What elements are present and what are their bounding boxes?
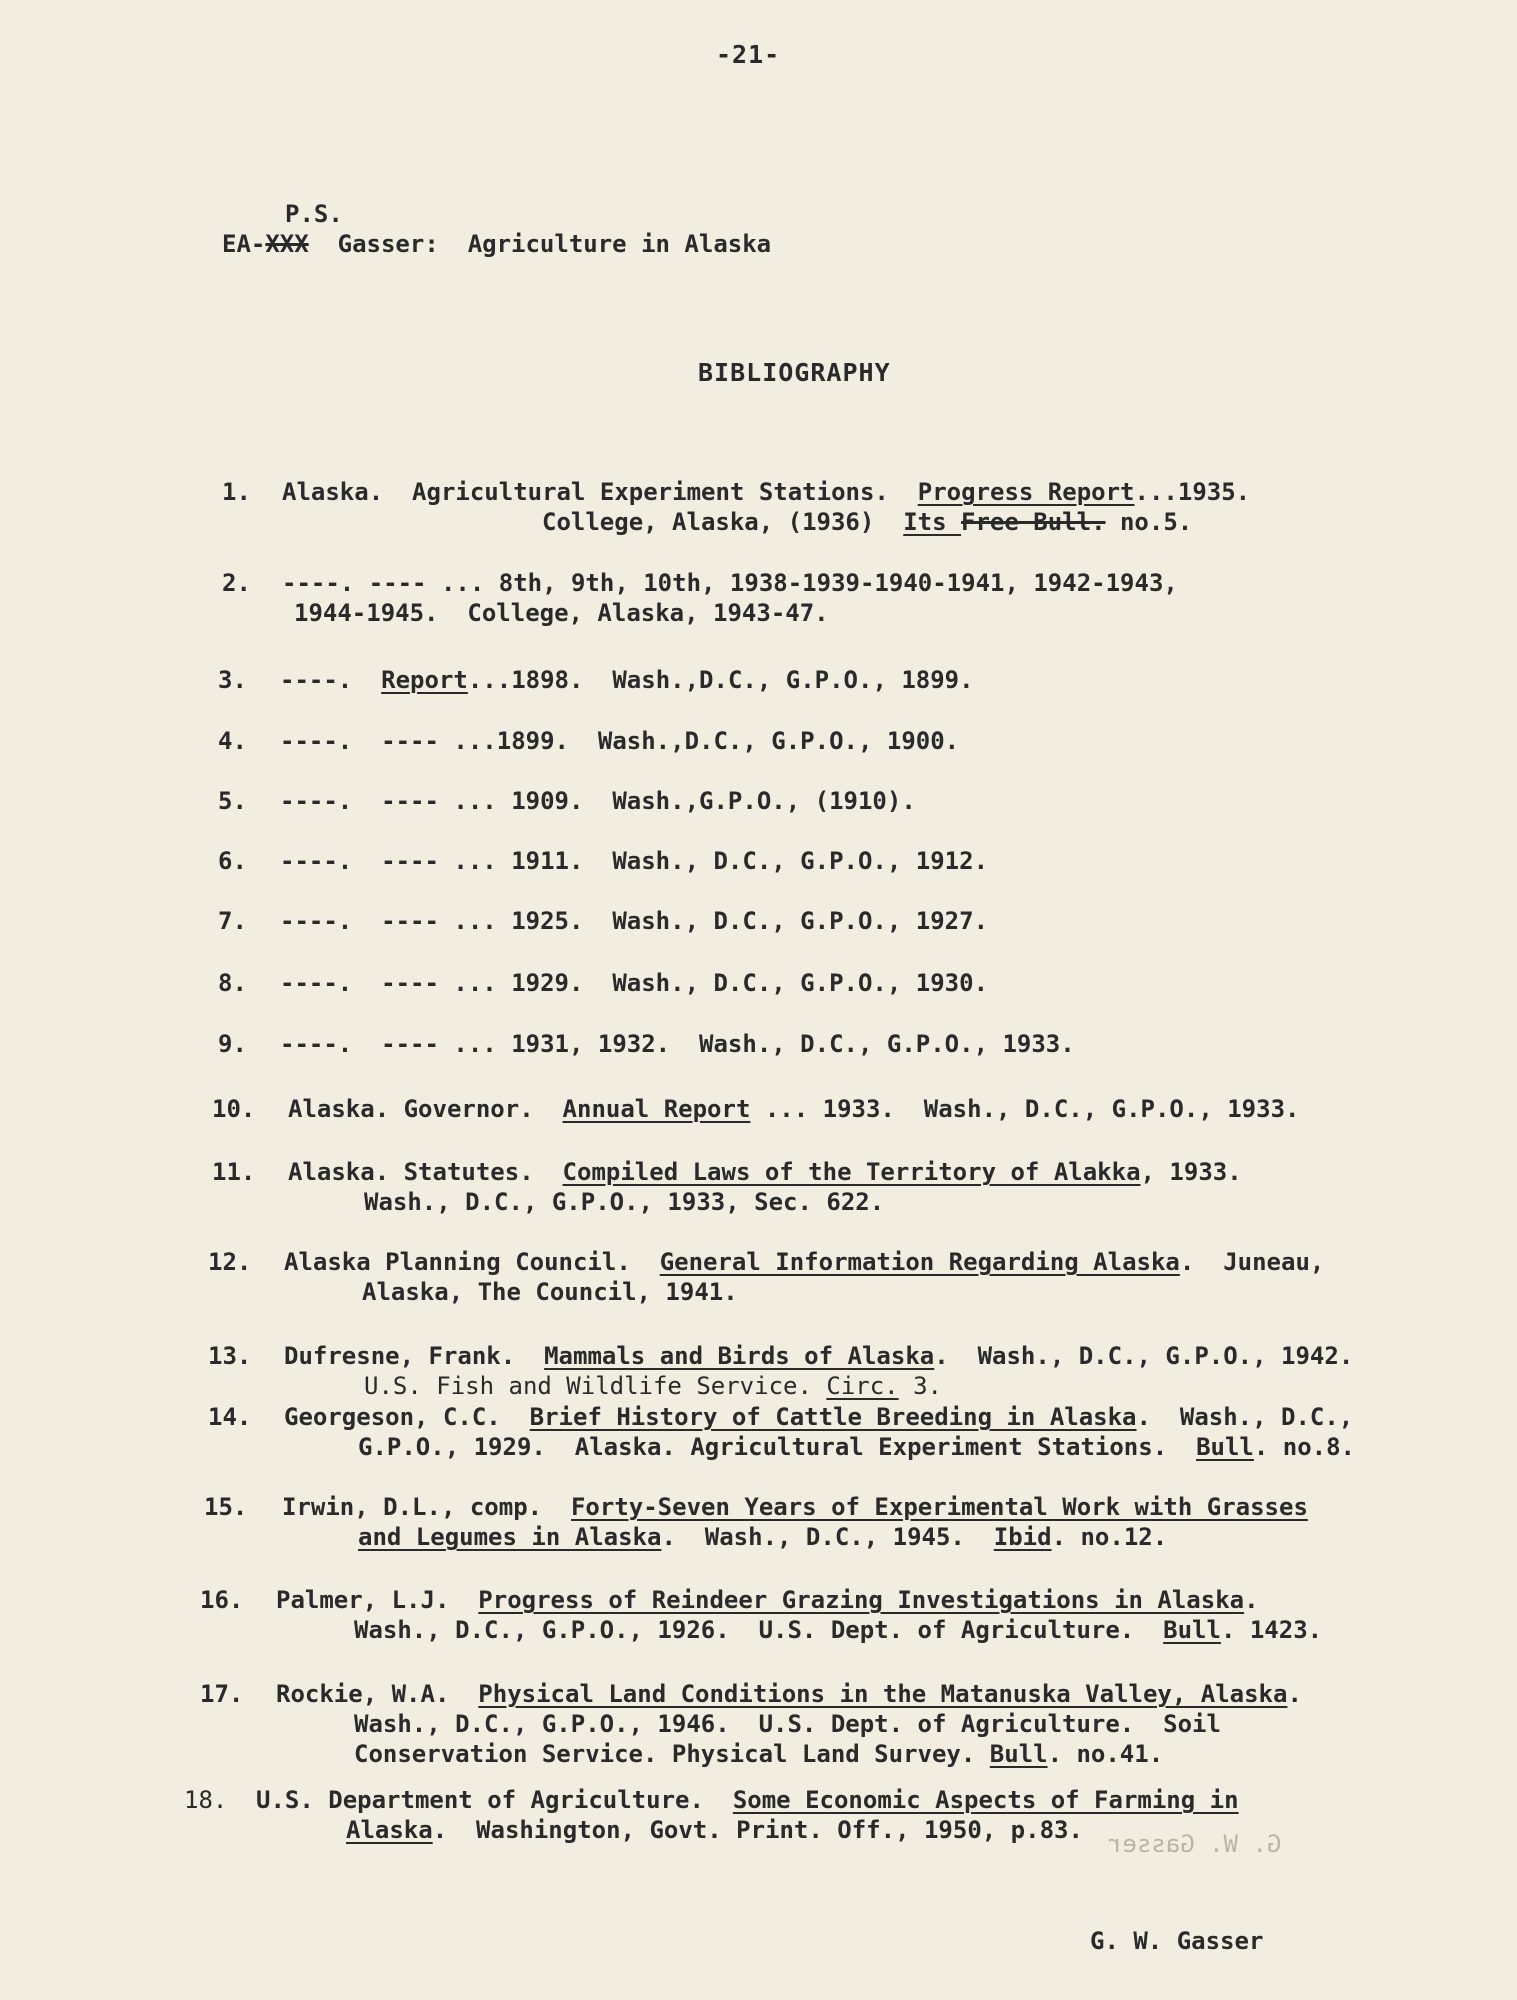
entry-title: Alaska [346, 1816, 433, 1844]
entry-number: 11. [212, 1158, 256, 1186]
entry-text: Georgeson, C.C. [284, 1403, 530, 1431]
entry-text: . Wash., D.C., G.P.O., 1942. [934, 1342, 1354, 1370]
entry-number: 5. [218, 787, 247, 815]
entry-text: U.S. Department of Agriculture. [256, 1786, 733, 1814]
entry-series: Bull [989, 1740, 1048, 1768]
entry-text: . [1244, 1586, 1259, 1614]
entry-text: Alaska. Statutes. [288, 1158, 563, 1186]
code-struck: XXX [265, 230, 309, 258]
entry-title: Some Economic Aspects of Farming in [732, 1786, 1239, 1814]
entry-series: Circ. [826, 1372, 899, 1400]
entry-text: ... 1933. Wash., D.C., G.P.O., 1933. [750, 1095, 1300, 1123]
ps-label: P.S. [285, 200, 343, 228]
entry-number: 13. [208, 1342, 252, 1370]
entry-text: . no.41. [1047, 1740, 1164, 1768]
entry-number: 9. [218, 1030, 247, 1058]
entry-text: Alaska. Agricultural Experiment Stations. [282, 478, 918, 506]
entry-title: Progress Report [917, 478, 1135, 506]
entry-text: . Wash., D.C., 1945. [661, 1523, 994, 1551]
page-number: -21- [716, 40, 781, 69]
entry-series: Bull [1163, 1616, 1221, 1644]
bib-entry-18 [184, 1785, 1384, 1935]
document-header [222, 230, 771, 258]
signature: G. W. Gasser [1090, 1927, 1264, 1955]
entry-text: College, Alaska, (1936) [542, 508, 904, 536]
entry-text: ----. ---- ... 1925. Wash., D.C., G.P.O., 1927. [280, 907, 989, 935]
entry-text: 1944-1945. College, Alaska, 1943-47. [294, 599, 829, 627]
entry-number: 1. [222, 478, 251, 506]
entry-text: ----. ---- ... 1909. Wash.,G.P.O., (1910). [280, 787, 916, 815]
entry-text: Rockie, W.A. [276, 1680, 479, 1708]
entry-title: Forty-Seven Years of Experimental Work with Grasses [570, 1493, 1308, 1521]
entry-text: Alaska Planning Council. [284, 1248, 660, 1276]
entry-number: 14. [208, 1403, 252, 1431]
entry-number: 7. [218, 907, 247, 935]
entry-number: 17. [200, 1680, 244, 1708]
entry-text: . Washington, Govt. Print. Off., 1950, p.83. [432, 1816, 1083, 1844]
entry-number: 2. [222, 569, 251, 597]
entry-series: Its [903, 508, 962, 536]
entry-text: . Wash., D.C., [1136, 1403, 1354, 1431]
entry-text: Wash., D.C., G.P.O., 1946. U.S. Dept. of Agriculture. Soil [354, 1710, 1221, 1738]
entry-struck-text: Free Bull. [961, 508, 1106, 536]
entry-text: Palmer, L.J. [276, 1586, 479, 1614]
entry-title: General Information Regarding Alaska [659, 1248, 1180, 1276]
show-through-signature: G. W. Gasser [1108, 1830, 1282, 1858]
entry-text: ...1935. [1134, 478, 1251, 506]
section-title: BIBLIOGRAPHY [698, 358, 891, 387]
entry-text: . no.8. [1253, 1433, 1356, 1461]
entry-text: . 1423. [1220, 1616, 1323, 1644]
entry-number: 18. [184, 1786, 228, 1814]
entry-series: Bull [1196, 1433, 1254, 1461]
entry-text: ----. ---- ...1899. Wash.,D.C., G.P.O., 1900. [280, 727, 960, 755]
entry-title: Report [381, 666, 468, 694]
entry-series: Ibid [993, 1523, 1052, 1551]
entry-number: 8. [218, 969, 247, 997]
entry-title: Brief History of Cattle Breeding in Alaska [529, 1403, 1137, 1431]
entry-text: , 1933. [1140, 1158, 1242, 1186]
header-author: Gasser: [337, 230, 439, 258]
entry-number: 15. [204, 1493, 248, 1521]
entry-text: ----. ---- ... 8th, 9th, 10th, 1938-1939-1940-1941, 1942-1943, [282, 569, 1178, 597]
entry-number: 16. [200, 1586, 244, 1614]
entry-text: ----. ---- ... 1931, 1932. Wash., D.C., G.P.O., 1933. [280, 1030, 1075, 1058]
entry-number: 3. [218, 666, 247, 694]
entry-text: ----. [280, 666, 382, 694]
entry-title: Mammals and Birds of Alaska [544, 1342, 935, 1370]
entry-text: G.P.O., 1929. Alaska. Agricultural Experiment Stations. [358, 1433, 1197, 1461]
entry-text: ...1898. Wash.,D.C., G.P.O., 1899. [467, 666, 974, 694]
entry-title: Annual Report [562, 1095, 751, 1123]
entry-text: U.S. Fish and Wildlife Service. [364, 1372, 827, 1400]
entry-text: Wash., D.C., G.P.O., 1926. U.S. Dept. of Agriculture. [354, 1616, 1164, 1644]
entry-text: Dufresne, Frank. [284, 1342, 545, 1370]
entry-title: Progress of Reindeer Grazing Investigations in Alaska [478, 1586, 1245, 1614]
entry-text: . Juneau, [1179, 1248, 1325, 1276]
code-prefix: EA- [222, 230, 266, 258]
entry-title: Physical Land Conditions in the Matanuska Valley, Alaska [478, 1680, 1288, 1708]
entry-title: and Legumes in Alaska [358, 1523, 662, 1551]
entry-text: Wash., D.C., G.P.O., 1933, Sec. 622. [364, 1188, 885, 1216]
entry-text: Alaska, The Council, 1941. [362, 1278, 738, 1306]
entry-number: 10. [212, 1095, 256, 1123]
entry-text: 3. [898, 1372, 942, 1400]
entry-text: . no.12. [1051, 1523, 1168, 1551]
entry-text: ----. ---- ... 1929. Wash., D.C., G.P.O., 1930. [280, 969, 989, 997]
entry-text: ----. ---- ... 1911. Wash., D.C., G.P.O., 1912. [280, 847, 989, 875]
entry-text: Conservation Service. Physical Land Survey. [354, 1740, 990, 1768]
entry-text: Alaska. Governor. [288, 1095, 563, 1123]
entry-number: 6. [218, 847, 247, 875]
entry-text: . [1287, 1680, 1302, 1708]
entry-number: 12. [208, 1248, 252, 1276]
entry-text: Irwin, D.L., comp. [282, 1493, 571, 1521]
entry-number: 4. [218, 727, 247, 755]
entry-title: Compiled Laws of the Territory of Alakka [562, 1158, 1141, 1186]
header-title: Agriculture in Alaska [467, 230, 772, 258]
entry-text: no.5. [1105, 508, 1193, 536]
